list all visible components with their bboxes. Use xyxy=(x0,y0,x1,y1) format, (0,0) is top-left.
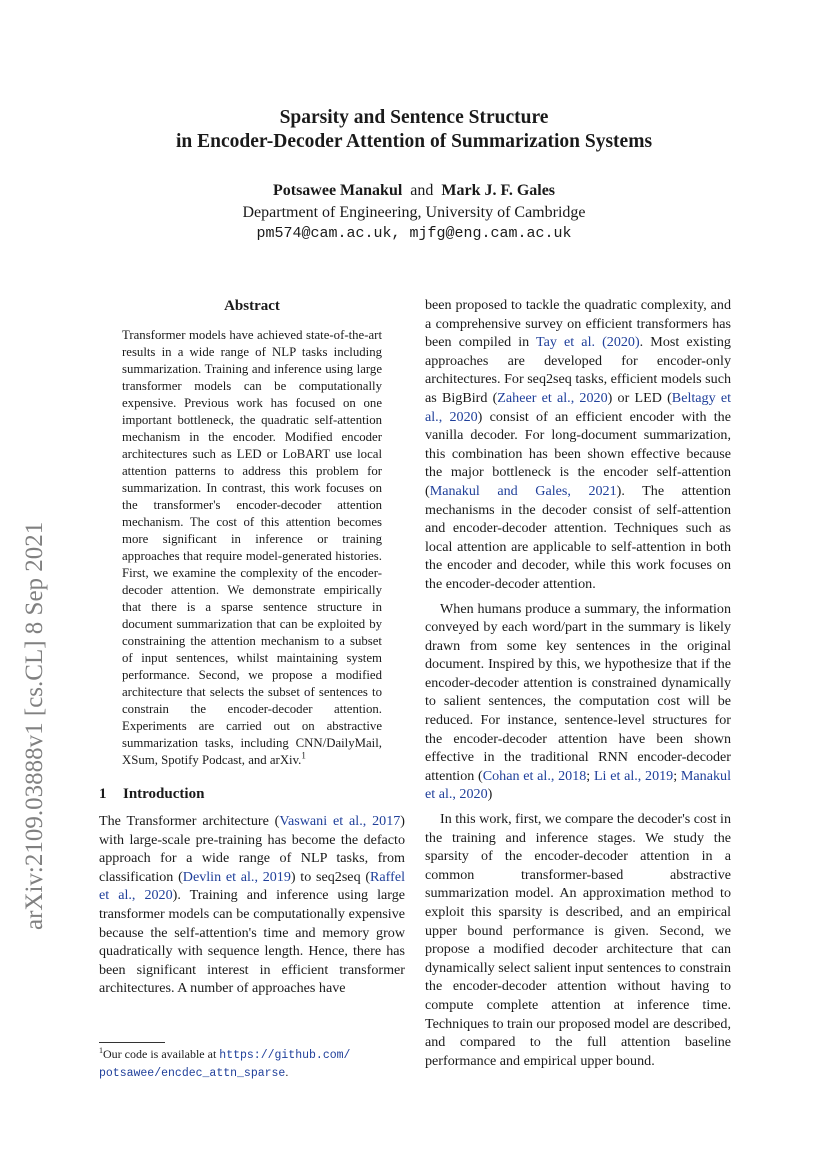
citation-link[interactable]: Beltagy et al., 2020 xyxy=(425,389,732,425)
left-column xyxy=(99,296,405,998)
paragraph-text: ) xyxy=(487,786,493,803)
abstract-body xyxy=(122,327,382,769)
section-title: Introduction xyxy=(123,786,205,802)
citation-separator: ; xyxy=(586,767,594,784)
citation-link[interactable]: Cohan et al., 2018 xyxy=(482,767,587,784)
citation-link[interactable]: Manakul et al., 2020 xyxy=(425,767,731,803)
author-line xyxy=(0,181,828,201)
paragraph-text: ). Training and inference using large transformer models can be computationally expensive because the self-attention's time and memory grow quadratically with sequence length. Hence, there has been significant interest in efficient transformer architectures. A number of approaches have xyxy=(99,887,405,997)
title-line-2: in Encoder-Decoder Attention of Summarization Systems xyxy=(175,131,653,152)
citation-link[interactable]: Raffel et al., 2020 xyxy=(99,868,405,904)
paragraph-text: ) with large-scale pre-training has become the defacto approach for a wide range of NLP tasks, from classification ( xyxy=(99,813,405,885)
code-url-link[interactable]: https://github.com/ xyxy=(219,1049,351,1062)
citation-link[interactable]: Devlin et al., 2019 xyxy=(182,868,291,885)
section-number: 1 xyxy=(99,786,107,802)
section-heading-introduction xyxy=(99,784,405,804)
paragraph-text: When humans produce a summary, the information conveyed by each word/part in the summary is likely drawn from some key sentences in the original document. Inspired by this, we hypothesize that if the encoder-decoder attention is constrained dynamically to salient sentences, the computation cost will be reduced. For instance, sentence-level structures for the encoder-decoder attention have been shown effective in the traditional RNN encoder-decoder attention ( xyxy=(425,600,731,784)
affiliation: Department of Engineering, University of Cambridge xyxy=(242,204,586,221)
citation-link[interactable]: Li et al., 2019 xyxy=(593,767,674,784)
paragraph-text: been proposed to tackle the quadratic complexity, and a comprehensive survey on efficient transformers has been compiled in xyxy=(425,297,731,351)
paragraph-text: ). The attention mechanisms in the decoder consist of self-attention and encoder-decoder attention. Techniques such as local attention are applicable to self-attention in both the encoder and decoder, while this work focuses on the encoder-decoder attention. xyxy=(425,482,731,592)
paragraph-text: ) consist of an efficient encoder with the vanilla decoder. For long-document summarization, this combination has been shown effective because the major bottleneck is the encoder self-attention ( xyxy=(425,408,731,499)
author-emails: pm574@cam.ac.uk, mjfg@eng.cam.ac.uk xyxy=(256,225,572,242)
paragraph-text: . Most existing approaches are developed for encoder-only architectures. For seq2seq tasks, efficient models such as BigBird ( xyxy=(425,334,731,406)
paragraph-text: ) or LED ( xyxy=(607,389,672,406)
citation-link[interactable]: Zaheer et al., 2020 xyxy=(497,389,608,406)
author-1: Potsawee Manakul xyxy=(272,182,403,199)
footnote-mark[interactable]: 1 xyxy=(301,750,306,761)
abstract-text: Transformer models have achieved state-of-the-art results in a wide range of NLP tasks including summarization. Training and inference using large transformer models can be computationally expensive. Previous work has focused on one important bottleneck, the quadratic self-attention mechanism in the encoder. Modified encoder architectures such as LED or LoBART use local attention patterns to address this problem for summarization. In contrast, this work focuses on the transformer's encoder-decoder attention mechanism. The cost of this attention becomes more significant in inference or training approaches that require model-generated histories. First, we examine the complexity of the encoder-decoder attention. We demonstrate empirically that there is a sparse sentence structure in document summarization that can be exploited by constraining the attention mechanism to a subset of input sentences, whilst maintaining system performance. Second, we propose a modified architecture that selects the subset of sentences to constrain the encoder-decoder attention. Experiments are carried out on abstractive summarization tasks, including CNN/DailyMail, XSum, Spotify Podcast, and arXiv. xyxy=(122,328,382,767)
intro-paragraph-1 xyxy=(99,812,405,998)
author-2: Mark J. F. Gales xyxy=(441,182,556,199)
code-url-link-continued[interactable]: potsawee/encdec_attn_sparse xyxy=(99,1067,286,1080)
intro-paragraph-2 xyxy=(425,600,731,805)
citation-link[interactable]: Vaswani et al., 2017 xyxy=(279,813,401,829)
footnote-divider xyxy=(99,1042,165,1043)
citation-link[interactable]: Tay et al. (2020) xyxy=(536,334,640,351)
citation-link[interactable]: Manakul and Gales, 2021 xyxy=(429,482,617,499)
arxiv-stamp-text: arXiv:2109.03888v1 [cs.CL] 8 Sep 2021 xyxy=(21,521,48,930)
title-line-1: Sparsity and Sentence Structure xyxy=(279,107,549,128)
footnote-number: 1 xyxy=(99,1046,103,1055)
paragraph-text: ) to seq2seq ( xyxy=(290,868,371,885)
right-column xyxy=(425,296,731,1070)
paper-title xyxy=(0,106,828,154)
abstract-heading: Abstract xyxy=(224,298,280,314)
arxiv-side-stamp xyxy=(20,330,50,930)
author-separator: and xyxy=(410,182,434,199)
paragraph-text: The Transformer architecture ( xyxy=(99,813,280,829)
intro-paragraph-3: In this work, first, we compare the decoder's cost in the training and inference stages. We study the sparsity of the encoder-decoder attention in a common transformer-based abstractive summarization model. An approximation method to exploit this sparsity is described, and an empirical upper bound performance is given. Second, we propose a modified decoder architecture that can dynamically select salient input sentences to constrain the encoder-decoder attention without having to compute complete attention at inference time. Techniques to train our proposed model are described, and compared to the full attention baseline performance and empirical upper bound. xyxy=(425,811,731,1069)
footnote xyxy=(99,1046,405,1082)
footnote-end: . xyxy=(285,1065,289,1079)
intro-paragraph-continued xyxy=(425,296,731,594)
footnote-text: Our code is available at xyxy=(103,1047,220,1061)
citation-separator: ; xyxy=(673,767,681,784)
